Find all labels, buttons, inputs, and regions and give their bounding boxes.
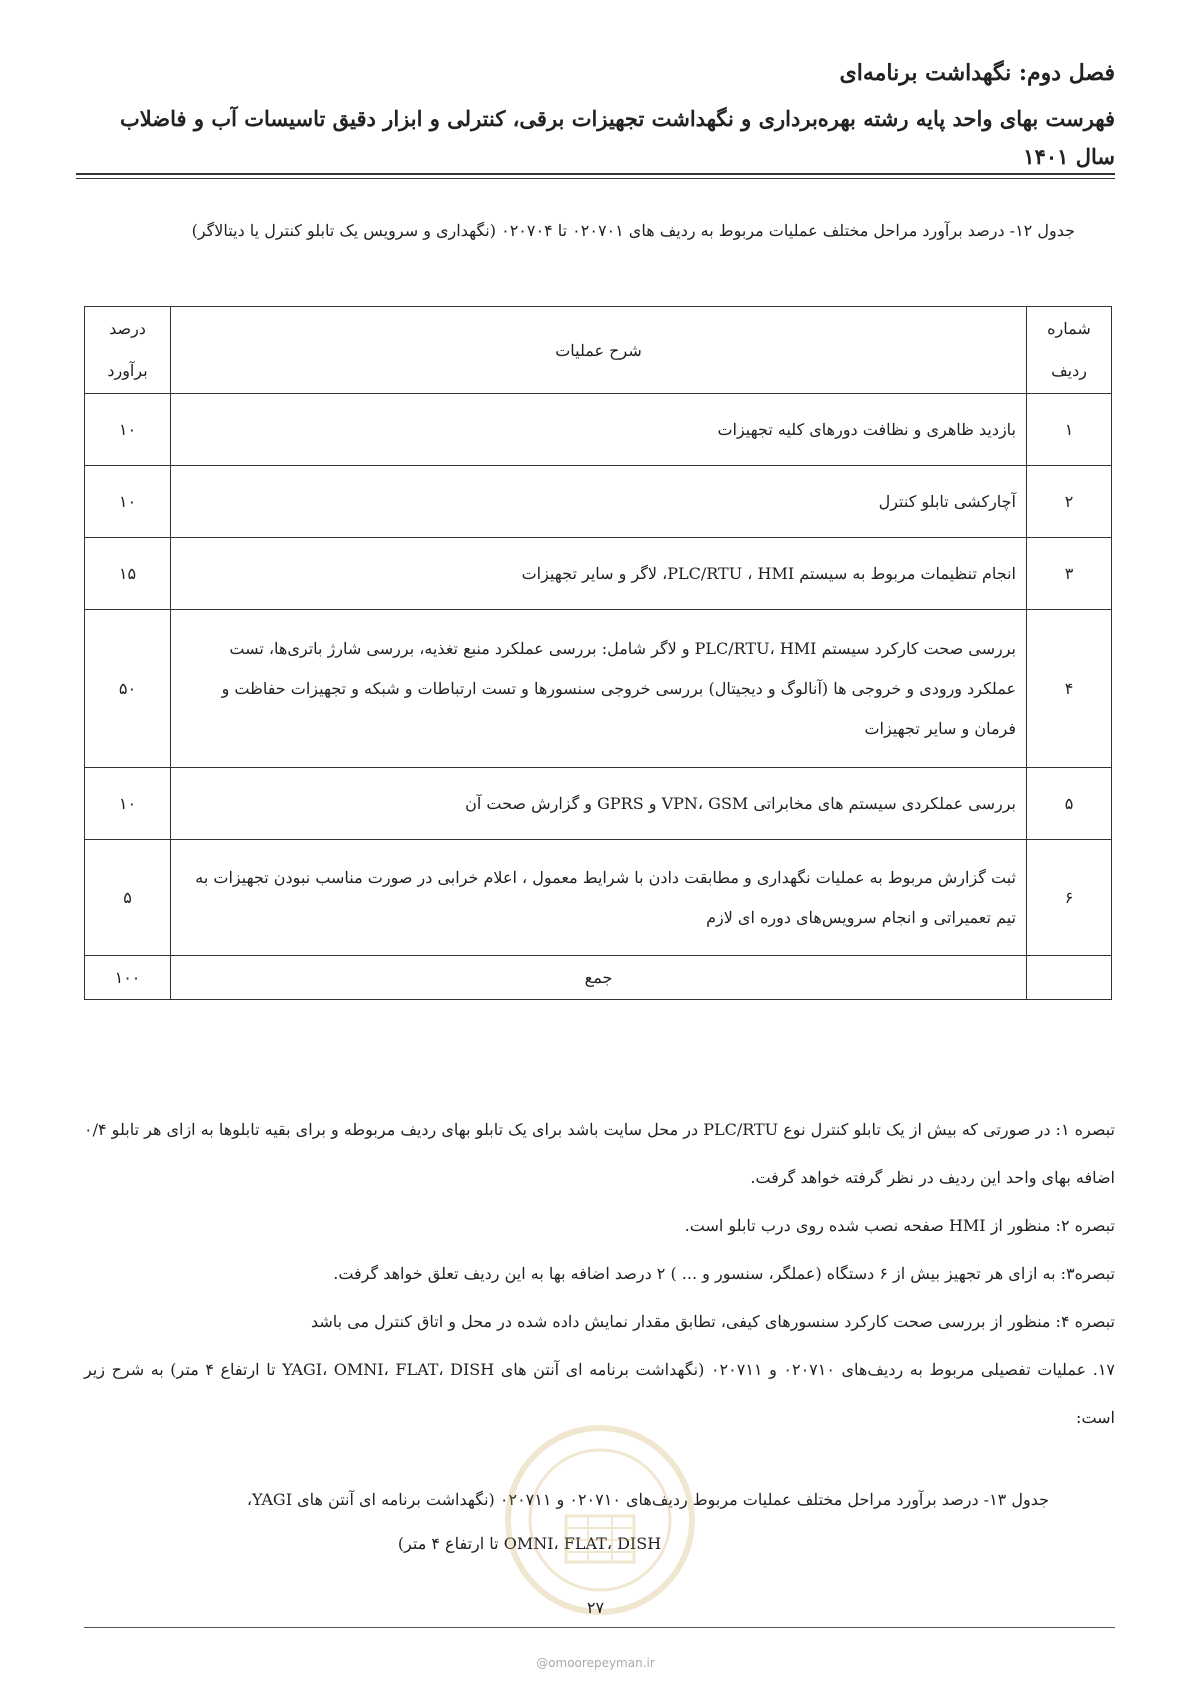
chapter-title: فصل دوم: نگهداشت برنامه‌ای [839,60,1115,86]
website-watermark: @omoorepeyman.ir [536,1656,655,1670]
table-row [85,610,1112,768]
header-rule-thin [76,178,1115,179]
note-3: تبصره۳: به ازای هر تجهیز بیش از ۶ دستگاه (عملگر، سنسور و ... ) ۲ درصد اضافه بها به این ردیف تعلق خواهد گرفت. [333,1264,1115,1283]
header-percent-line2: برآورد [107,361,148,380]
table-total-row [85,956,1112,1000]
row-percent: ۵ [85,840,171,956]
header-row-number [1027,307,1112,394]
row-description: بررسی عملکردی سیستم های مخابراتی VPN، GSM و GPRS و گزارش صحت آن [171,768,1027,840]
footer-rule [84,1627,1115,1628]
table-13-caption-line1: جدول ۱۳- درصد برآورد مراحل مختلف عملیات مربوط ردیف‌های ۰۲۰۷۱۰ و ۰۲۰۷۱۱ (نگهداشت برنامه ای آنتن های YAGI، [246,1490,1049,1509]
row-percent: ۱۰ [85,768,171,840]
page-number: ۲۷ [586,1598,605,1617]
row-description: بررسی صحت کارکرد سیستم PLC/RTU، HMI و لاگر شامل: بررسی عملکرد منبع تغذیه، بررسی شارژ باتری‌ها، تست عملکرد ورودی و خروجی ها (آنالوگ و دیجیتال) بررسی خروجی سنسورها و تست ارتباطات و شبکه و تجهیزات حفاظت و فرمان و سایر تجهیزات [171,610,1027,768]
header-percent-line1: درصد [109,319,146,338]
note-4: تبصره ۴: منظور از بررسی صحت کارکرد سنسورهای کیفی، تطابق مقدار نمایش داده شده در محل و اتاق کنترل می باشد [310,1312,1115,1331]
header-percent [85,307,171,394]
header-row-number-line2: ردیف [1051,361,1087,380]
note-2: تبصره ۲: منظور از HMI صفحه نصب شده روی درب تابلو است. [684,1216,1115,1235]
watermark-logo-icon [500,1420,700,1620]
table-13-caption-line2: OMNI، FLAT، DISH تا ارتفاع ۴ متر) [397,1534,662,1553]
operations-table [84,306,1112,1000]
row-description: بازدید ظاهری و نظافت دورهای کلیه تجهیزات [171,394,1027,466]
total-label: جمع [171,956,1027,1000]
row-percent: ۱۰ [85,466,171,538]
table-row [85,840,1112,956]
table-row [85,768,1112,840]
row-number: ۲ [1027,466,1112,538]
row-description: انجام تنظیمات مربوط به سیستم PLC/RTU ، HMI، لاگر و سایر تجهیزات [171,538,1027,610]
total-row-number [1027,956,1112,1000]
header-row-number-line1: شماره [1047,319,1091,338]
table-12-caption: جدول ۱۲- درصد برآورد مراحل مختلف عملیات مربوط به ردیف های ۰۲۰۷۰۱ تا ۰۲۰۷۰۴ (نگهداری و سرویس یک تابلو کنترل یا دیتالاگر) [191,221,1075,240]
header-rule-thick [76,173,1115,175]
section-17-paragraph: ۱۷. عملیات تفصیلی مربوط به ردیف‌های ۰۲۰۷۱۰ و ۰۲۰۷۱۱ (نگهداشت برنامه ای آنتن های YAGI، OMNI، FLAT، DISH تا ارتفاع ۴ متر) به شرح زیر است: [84,1360,1115,1427]
row-number: ۳ [1027,538,1112,610]
table-row [85,538,1112,610]
table-row [85,394,1112,466]
row-percent: ۱۵ [85,538,171,610]
table-header-row [85,307,1112,394]
row-number: ۴ [1027,610,1112,768]
document-title: فهرست بهای واحد پایه رشته بهره‌برداری و نگهداشت تجهیزات برقی، کنترلی و ابزار دقیق تاسیسات آب و فاضلاب سال ۱۴۰۱ [119,106,1115,169]
row-description: آچارکشی تابلو کنترل [171,466,1027,538]
total-percent: ۱۰۰ [85,956,171,1000]
notes-section [84,1106,1115,1442]
row-percent: ۵۰ [85,610,171,768]
row-description: ثبت گزارش مربوط به عملیات نگهداری و مطابقت دادن با شرایط معمول ، اعلام خرابی در صورت مناسب نبودن تجهیزات به تیم تعمیراتی و انجام سرویس‌های دوره ای لازم [171,840,1027,956]
row-number: ۶ [1027,840,1112,956]
note-1: تبصره ۱: در صورتی که بیش از یک تابلو کنترل نوع PLC/RTU در محل سایت باشد برای یک تابلو بهای ردیف مربوطه و برای بقیه تابلوها به ازای هر تابلو ۰/۴ اضافه بهای واحد این ردیف در نظر گرفته خواهد گرفت. [84,1120,1115,1187]
table-row [85,466,1112,538]
row-percent: ۱۰ [85,394,171,466]
header-description: شرح عملیات [171,307,1027,394]
row-number: ۱ [1027,394,1112,466]
row-number: ۵ [1027,768,1112,840]
